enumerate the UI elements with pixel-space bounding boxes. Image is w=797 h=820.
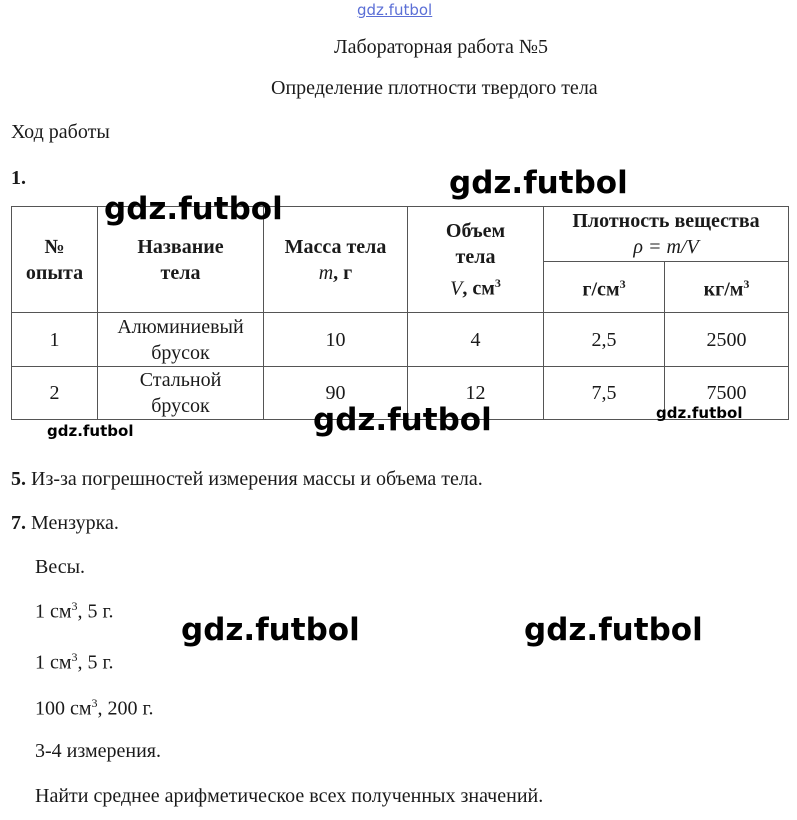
cell-density-g-cm3: 7,5	[544, 367, 665, 420]
cell-mass: 10	[264, 313, 408, 367]
watermark: gdz.futbol	[656, 404, 743, 422]
cell-name: Стальной брусок	[98, 367, 264, 420]
section-label: Ход работы	[11, 121, 110, 143]
watermark: gdz.futbol	[524, 612, 703, 648]
table-row	[12, 313, 789, 367]
cell-volume: 12	[408, 367, 544, 420]
cell-number: 2	[12, 367, 98, 420]
answer-7-line-2: 1 $см^3$, 5 г.	[35, 599, 114, 623]
watermark: gdz.futbol	[47, 422, 134, 440]
cell-mass: 90	[264, 367, 408, 420]
watermark-top[interactable]: gdz.futbol	[357, 1, 433, 19]
page-title: Лабораторная работа №5	[334, 36, 548, 58]
answer-7: 7. Мензурка.	[11, 512, 119, 534]
cell-density-kg-m3: 2500	[665, 313, 789, 367]
header-density-kg-m3: $кг/м^3$	[665, 262, 789, 313]
answer-7-line-5: 3-4 измерения.	[35, 740, 161, 762]
header-number: № опыта	[12, 207, 98, 313]
header-density: Плотность вещества ρ = m/V	[544, 207, 789, 262]
watermark: gdz.futbol	[104, 191, 283, 227]
page-subtitle: Определение плотности твердого тела	[271, 77, 598, 99]
header-name: Название тела	[98, 207, 264, 313]
answer-7-line-6: Найти среднее арифметическое всех полученных значений.	[35, 785, 544, 807]
answer-7-line-4: 100 $см^3$, 200 г.	[35, 696, 154, 720]
answer-7-line-1: Весы.	[35, 556, 86, 578]
answer-7-line-3: 1 $см^3$, 5 г.	[35, 650, 114, 674]
header-density-g-cm3: $г/см^3$	[544, 262, 665, 313]
cell-density-g-cm3: 2,5	[544, 313, 665, 367]
cell-name: Алюминиевый брусок	[98, 313, 264, 367]
cell-density-kg-m3: 7500	[665, 367, 789, 420]
results-table	[11, 206, 789, 420]
header-volume: Объем тела V, $см^3$	[408, 207, 544, 313]
answer-5: 5. Из-за погрешностей измерения массы и объема тела.	[11, 468, 483, 490]
watermark: gdz.futbol	[181, 612, 360, 648]
cell-number: 1	[12, 313, 98, 367]
watermark: gdz.futbol	[449, 165, 628, 201]
watermark: gdz.futbol	[313, 402, 492, 438]
header-mass: Масса тела m, г	[264, 207, 408, 313]
step-number-1: 1.	[11, 167, 26, 189]
cell-volume: 4	[408, 313, 544, 367]
